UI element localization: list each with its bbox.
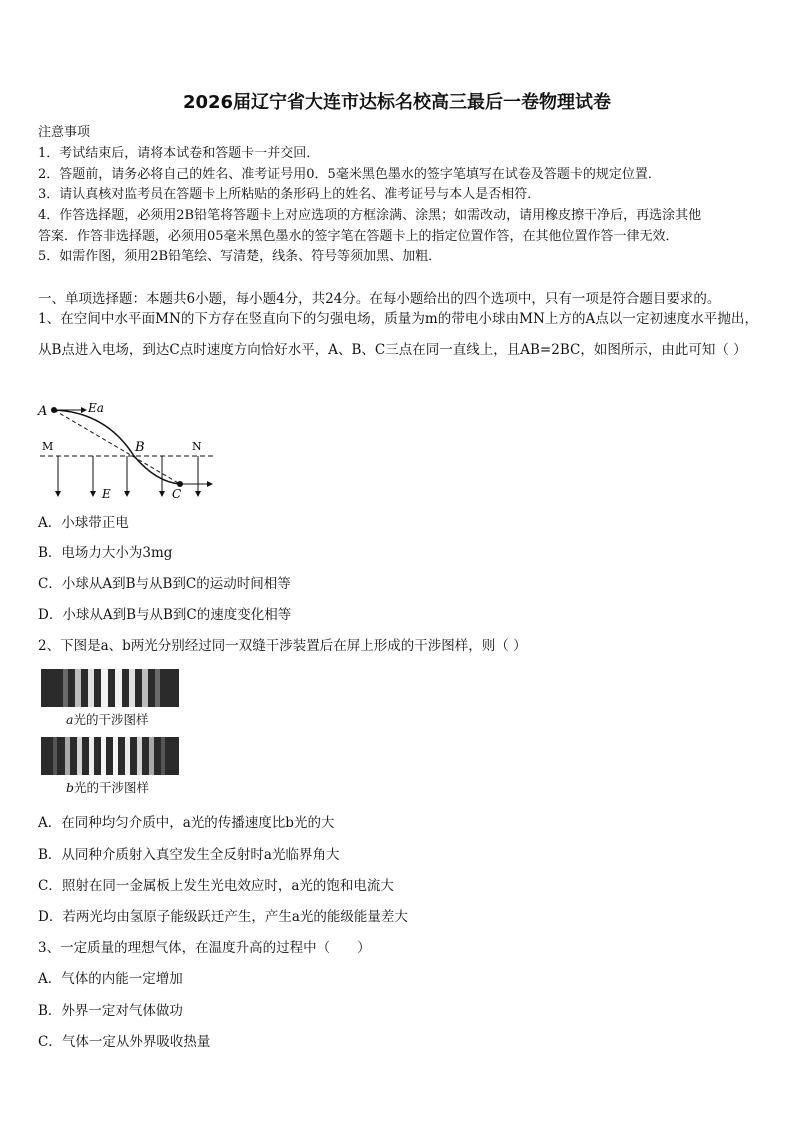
caption-a-letter: a (66, 712, 74, 727)
question-1-option: D．小球从A到B与从B到C的速度变化相等 (38, 607, 292, 623)
label-a: A (38, 404, 48, 419)
label-m: M (42, 440, 54, 453)
caption-a (66, 710, 148, 728)
question-2-option: A．在同种均匀介质中，a光的传播速度比b光的大 (38, 815, 335, 831)
question-2-option: C．照射在同一金属板上发生光电效应时，a光的饱和电流大 (38, 878, 394, 894)
notice-item: 5．如需作图，须用2B铅笔绘、写清楚，线条、符号等须加黑、加粗． (38, 249, 442, 264)
caption-b-text: 光的干涉图样 (74, 780, 150, 795)
question-3-option: A．气体的内能一定增加 (38, 971, 183, 987)
question-1-stem: 1、在空间中水平面MN的下方存在竖直向下的匀强电场，质量为m的带电小球由MN上方的A点以一定初速度水平抛出，从B点进入电场，到达C点时速度方向恰好水平，A、B、C三点在同一直线上，且AB=2BC，如图所示，由此可知（ ） (38, 311, 758, 358)
interference-pattern-a (41, 669, 179, 707)
caption-b (66, 778, 149, 796)
question-1-figure (36, 398, 226, 504)
question-1-option: B．电场力大小为3mg (38, 545, 173, 561)
abc-straight-line (54, 410, 180, 484)
point-a-dot (51, 407, 57, 413)
question-2-option: D．若两光均由氢原子能级跃迁产生，产生a光的能级能量差大 (38, 909, 408, 925)
notice-item: 4．作答选择题，必须用2B铅笔将答题卡上对应选项的方框涂满、涂黑；如需改动，请用橡皮擦干净后，再选涂其他 (38, 208, 702, 223)
notice-heading: 注意事项 (38, 125, 91, 140)
label-c: C (172, 487, 182, 501)
caption-a-text: 光的干涉图样 (73, 712, 149, 727)
question-2-stem: 2、下图是a、b两光分别经过同一双缝干涉装置后在屏上形成的干涉图样，则（ ） (38, 638, 527, 654)
question-2-option: B．从同种介质射入真空发生全反射时a光临界角大 (38, 847, 340, 863)
interference-pattern-b (41, 737, 179, 775)
page-title: 2026届辽宁省大连市达标名校高三最后一卷物理试卷 (182, 92, 612, 113)
caption-b-letter: b (66, 780, 75, 795)
label-b: B (135, 440, 145, 455)
label-ea: Ea (88, 401, 104, 415)
notice-item: 2．答题前，请务必将自己的姓名、准考证号用0．5毫米黑色墨水的签字笔填写在试卷及答题卡的规定位置． (38, 167, 661, 182)
question-3-stem: 3、一定质量的理想气体，在温度升高的过程中（ ） (38, 940, 371, 956)
notice-item: 答案．作答非选择题，必须用05毫米黑色墨水的签字笔在答题卡上的指定位置作答，在其他位置作答一律无效． (38, 229, 679, 244)
question-3-option: C．气体一定从外界吸收热量 (38, 1034, 211, 1050)
section-heading: 一、单项选择题：本题共6小题，每小题4分，共24分。在每小题给出的四个选项中，只有一项是符合题目要求的。 (38, 291, 721, 307)
question-3-option: B．外界一定对气体做功 (38, 1003, 183, 1019)
notice-item: 3．请认真核对监考员在答题卡上所粘贴的条形码上的姓名、准考证号与本人是否相符． (38, 187, 541, 202)
notice-item: 1．考试结束后，请将本试卷和答题卡一并交回． (38, 146, 320, 161)
label-e: E (102, 487, 111, 501)
label-n: N (192, 440, 202, 453)
question-1-option: C．小球从A到B与从B到C的运动时间相等 (38, 576, 291, 592)
question-1-option: A．小球带正电 (38, 515, 129, 531)
